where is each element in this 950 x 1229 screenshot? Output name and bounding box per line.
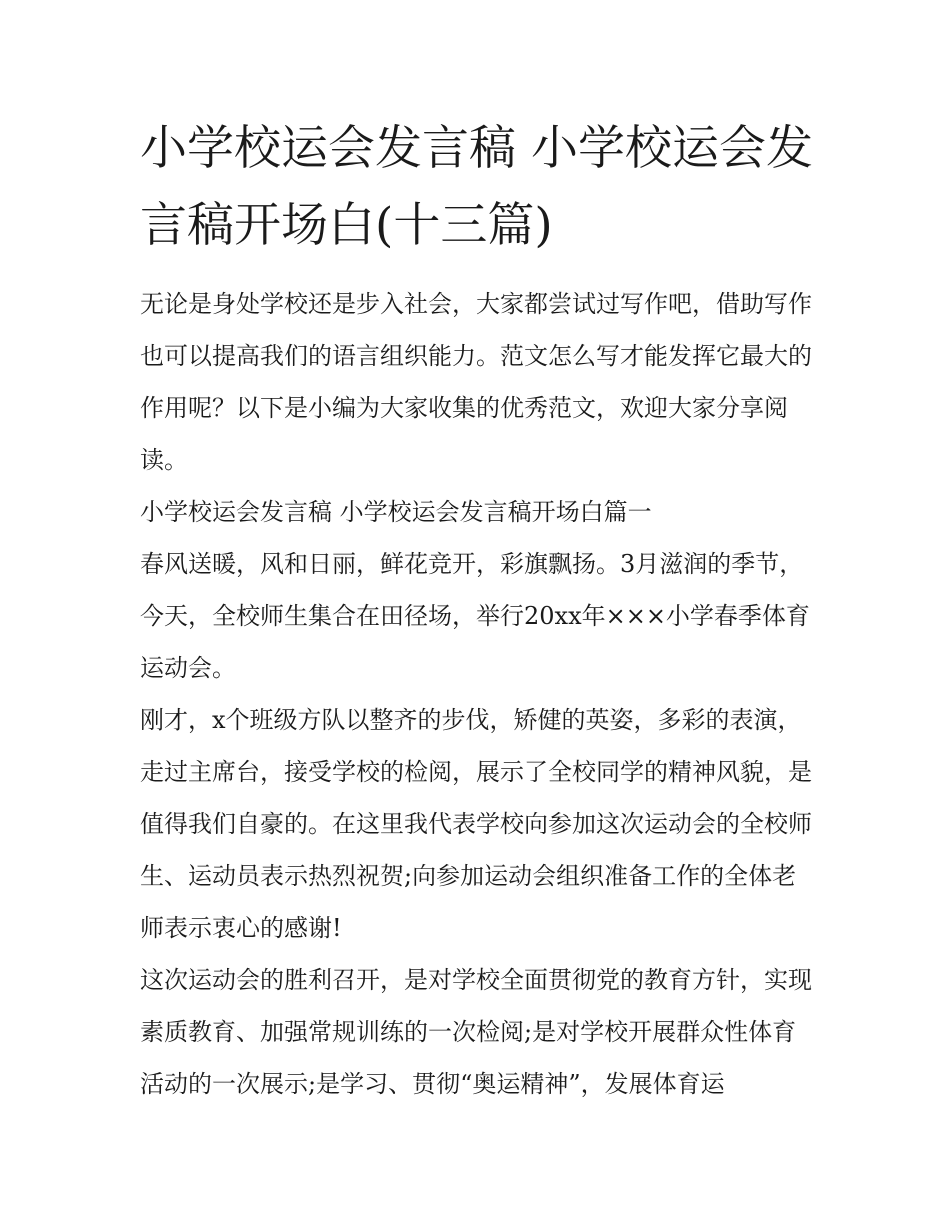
paragraph-opening: 春风送暖，风和日丽，鲜花竞开，彩旗飘扬。3月滋润的季节，今天，全校师生集合在田径场，举行20xx年×××小学春季体育运动会。 — [140, 550, 810, 682]
paragraph-parade: 刚才，x个班级方队以整齐的步伐，矫健的英姿，多彩的表演，走过主席台，接受学校的检阅，展示了全校同学的精神风貌，是值得我们自豪的。在这里我代表学校向参加这次运动会的全校师生、运动员表示热烈祝贺;向参加运动会组织准备工作的全体老师表示衷心的感谢! — [140, 706, 812, 942]
paragraph-significance: 这次运动会的胜利召开，是对学校全面贯彻党的教育方针，实现素质教育、加强常规训练的一次检阅;是对学校开展群众性体育活动的一次展示;是学习、贯彻“奥运精神”，发展体育运 — [140, 966, 812, 1098]
title-spacer — [140, 264, 820, 278]
section-heading: 小学校运会发言稿 小学校运会发言稿开场白篇一 — [140, 498, 652, 526]
document-body — [140, 110, 820, 1110]
paragraph-intro: 无论是身处学校还是步入社会，大家都尝试过写作吧，借助写作也可以提高我们的语言组织能力。范文怎么写才能发挥它最大的作用呢？以下是小编为大家收集的优秀范文，欢迎大家分享阅读。 — [140, 290, 812, 474]
document-title: 小学校运会发言稿 小学校运会发言稿开场白(十三篇) — [140, 121, 813, 253]
